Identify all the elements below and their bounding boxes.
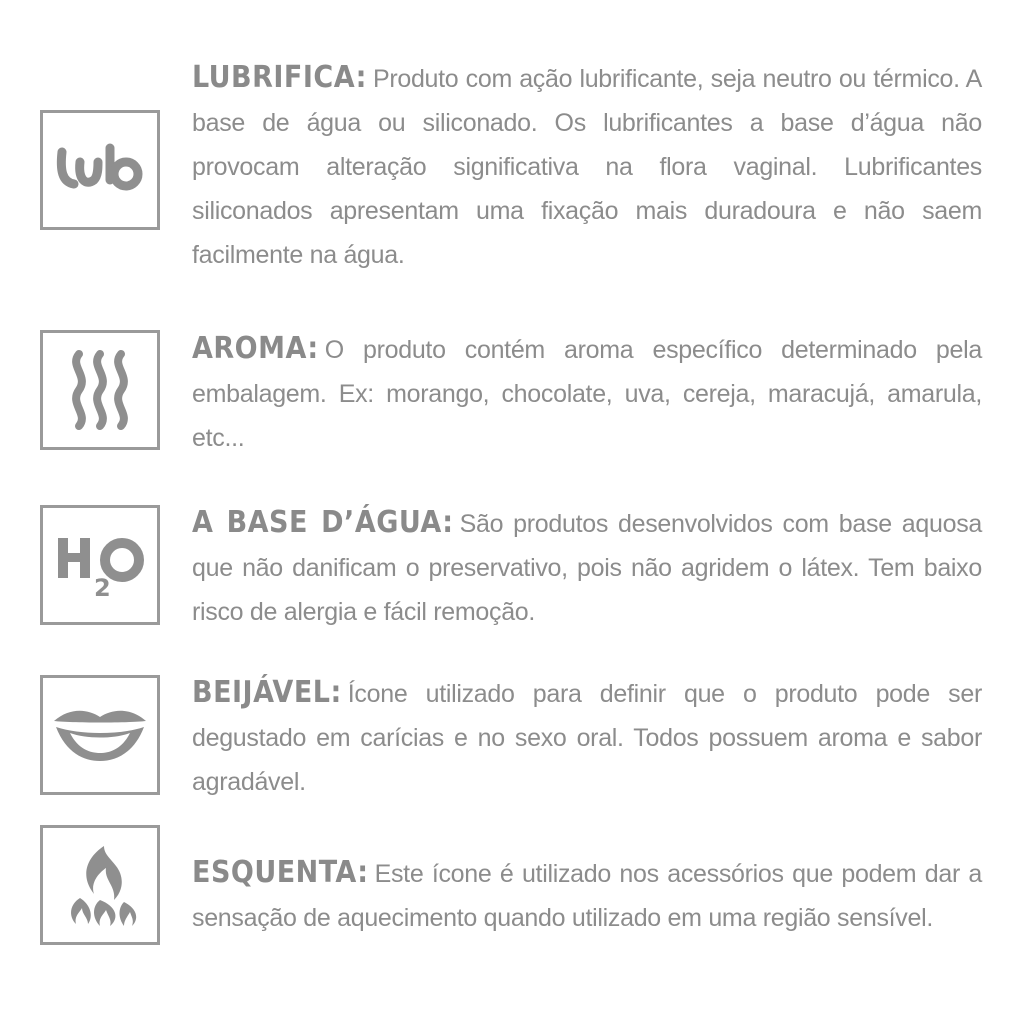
base-dagua-term: A BASE D’ÁGUA:	[192, 505, 454, 540]
flame-icon-box	[40, 825, 160, 945]
lub-icon	[52, 140, 148, 200]
lubrifica-description: Produto com ação lubrificante, seja neutro ou térmico. A base de água ou siliconado. Os lubrificantes a base d’água não provocam alteração significativa na flora vaginal. Lubrificantes siliconados apresentam uma fixação mais duradoura e não saem facilmente na água.	[192, 65, 982, 269]
aroma-waves-icon	[65, 348, 135, 432]
esquenta-term: ESQUENTA:	[192, 855, 369, 890]
h2o-icon-box	[40, 505, 160, 625]
lubrifica-text	[192, 56, 982, 277]
lub-icon-box	[40, 110, 160, 230]
lips-icon-box	[40, 675, 160, 795]
beijavel-description: Ícone utilizado para definir que o produto pode ser degustado em carícias e no sexo oral. Todos possuem aroma e sabor agradável.	[192, 680, 982, 796]
flame-icon	[60, 842, 140, 928]
aroma-description: O produto contém aroma específico determinado pela embalagem. Ex: morango, chocolate, uva, cereja, maracujá, amarula, etc...	[192, 336, 982, 452]
beijavel-text	[192, 671, 982, 804]
esquenta-description: Este ícone é utilizado nos acessórios que podem dar a sensação de aquecimento quando utilizado em uma região sensível.	[192, 860, 982, 932]
aroma-icon-box	[40, 330, 160, 450]
svg-text:2: 2	[94, 574, 111, 600]
lubrifica-term: LUBRIFICA:	[192, 60, 367, 95]
esquenta-text	[192, 851, 982, 940]
base-dagua-description: São produtos desenvolvidos com base aquosa que não danificam o preservativo, pois não agridem o látex. Tem baixo risco de alergia e fácil remoção.	[192, 510, 982, 626]
aroma-text	[192, 327, 982, 460]
h2o-icon	[54, 530, 146, 600]
lips-icon	[50, 705, 150, 765]
aroma-term: AROMA:	[192, 331, 319, 366]
base-dagua-text	[192, 501, 982, 634]
beijavel-term: BEIJÁVEL:	[192, 675, 342, 710]
